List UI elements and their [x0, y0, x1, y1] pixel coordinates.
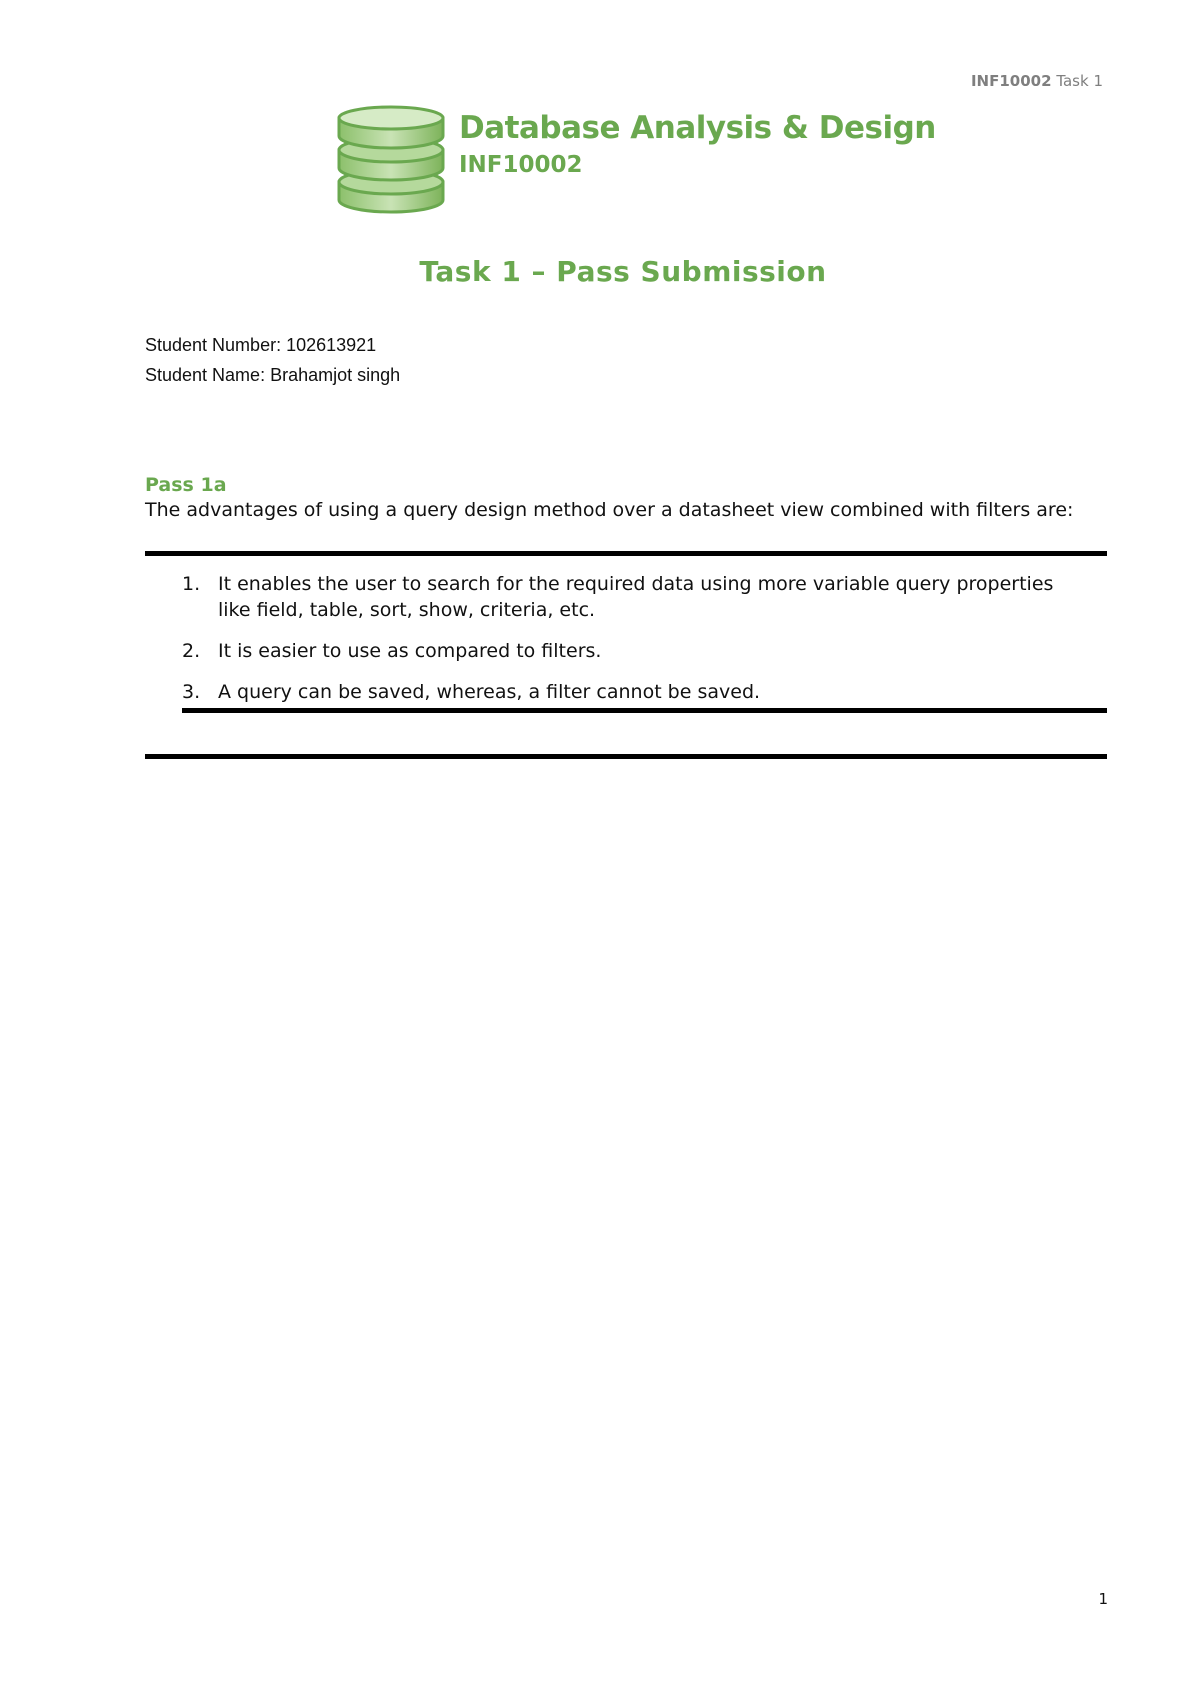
divider-bottom — [145, 754, 1107, 759]
list-item-number: 3. — [182, 681, 201, 703]
section-intro: The advantages of using a query design method over a datasheet view combined with filters are: — [145, 499, 1074, 521]
page-number: 1 — [1098, 1590, 1108, 1608]
student-number-label: Student Number: — [145, 335, 282, 355]
list-item-text: A query can be saved, whereas, a filter cannot be saved. — [218, 681, 761, 703]
advantages-list — [182, 571, 1082, 720]
divider-list-end — [182, 708, 1107, 713]
list-item-text: It is easier to use as compared to filters. — [218, 640, 602, 662]
student-number-value: 102613921 — [286, 335, 377, 355]
student-details — [145, 330, 400, 390]
logo-course-code: INF10002 — [459, 152, 583, 178]
running-header — [971, 72, 1103, 90]
header-task-label: Task 1 — [1056, 72, 1103, 90]
list-item-text: It enables the user to search for the required data using more variable query properties like field, table, sort, show, criteria, etc. — [218, 573, 1054, 621]
section-heading: Pass 1a — [145, 474, 227, 496]
course-logo — [335, 104, 936, 216]
list-item-number: 2. — [182, 640, 201, 662]
student-name-value: Brahamjot singh — [270, 365, 401, 385]
student-name-line — [145, 360, 400, 390]
header-course-code: INF10002 — [970, 72, 1052, 90]
list-item — [182, 679, 1082, 705]
student-name-label: Student Name: — [145, 365, 266, 385]
page-title: Task 1 – Pass Submission — [419, 255, 827, 288]
logo-title: Database Analysis & Design — [459, 110, 936, 146]
database-icon — [335, 104, 447, 216]
student-number-line — [145, 330, 400, 360]
list-item-number: 1. — [182, 573, 201, 595]
divider-top — [145, 551, 1107, 556]
list-item — [182, 638, 1082, 664]
list-item — [182, 571, 1082, 623]
